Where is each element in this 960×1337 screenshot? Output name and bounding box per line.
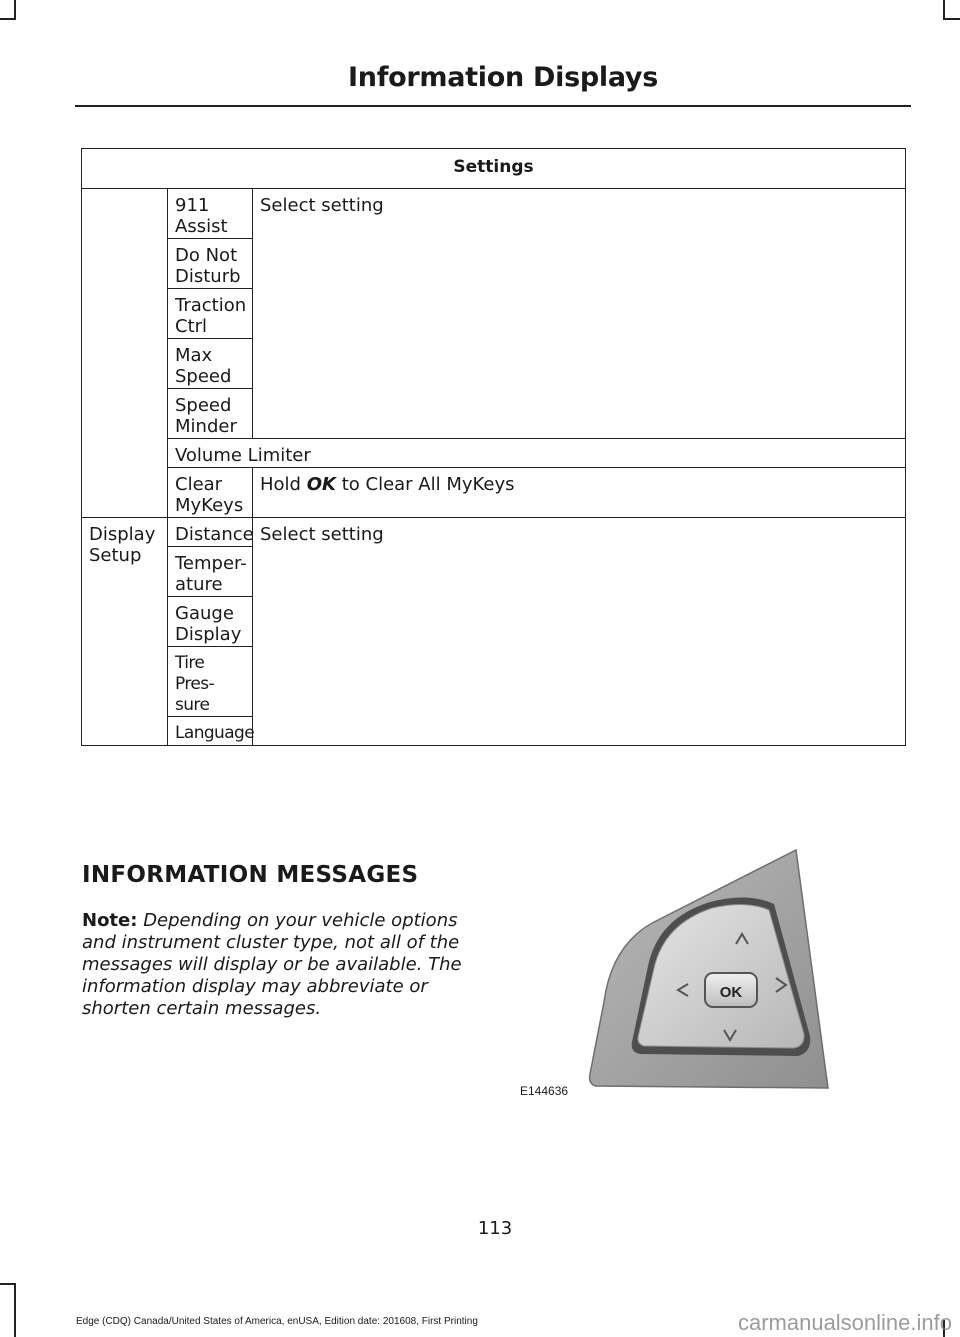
ok-button-label: OK xyxy=(719,984,743,1001)
crop-mark-top-left-h xyxy=(0,18,16,20)
item-gauge-display xyxy=(168,597,253,647)
item-distance xyxy=(168,518,253,547)
page-title: Information Displays xyxy=(348,62,658,93)
item-clear-mykeys xyxy=(168,468,253,518)
note-label: Note: xyxy=(82,910,138,931)
ok-emphasis: OK xyxy=(306,474,336,495)
item-language xyxy=(168,717,253,746)
group-display-setup xyxy=(82,518,168,746)
item-volume-limiter xyxy=(168,439,906,468)
item-911-assist xyxy=(168,189,253,239)
item-label: Tire Pres- sure xyxy=(175,653,215,715)
crop-mark-top-right xyxy=(943,0,945,20)
page-number: 113 xyxy=(477,1218,513,1239)
edition-footer: Edge (CDQ) Canada/United States of America, enUSA, Edition date: 201608, First Printing xyxy=(76,1316,478,1327)
table-row xyxy=(82,518,906,547)
item-label: Clear MyKeys xyxy=(175,474,244,516)
value-label: Select setting xyxy=(260,195,384,216)
group-cell-empty xyxy=(82,189,168,518)
item-label: 911 Assist xyxy=(175,195,228,237)
section-heading: INFORMATION MESSAGES xyxy=(82,862,419,888)
figure-id: E144636 xyxy=(520,1084,569,1098)
table-row xyxy=(82,439,906,468)
item-label: Max Speed xyxy=(175,345,232,387)
item-tire-pressure xyxy=(168,647,253,717)
item-label: Temper- ature xyxy=(175,553,247,595)
item-label: Volume Limiter xyxy=(175,445,311,466)
crop-mark-bottom-left-h xyxy=(0,1283,16,1285)
value-cell xyxy=(253,468,906,518)
note-paragraph xyxy=(82,910,477,1020)
item-label: Language xyxy=(175,723,255,743)
item-speed-minder xyxy=(168,389,253,439)
item-label: Do Not Disturb xyxy=(175,245,241,287)
table-caption: Settings xyxy=(82,149,906,189)
item-max-speed xyxy=(168,339,253,389)
item-label: Gauge Display xyxy=(175,603,242,645)
watermark: carmanualsonline.info xyxy=(737,1310,952,1335)
settings-table xyxy=(81,148,906,746)
item-label: Distance xyxy=(175,524,254,545)
value-suffix: to Clear All MyKeys xyxy=(341,474,515,495)
crop-mark-top-right-h xyxy=(943,18,960,20)
steering-wheel-button-illustration xyxy=(578,846,830,1092)
value-cell xyxy=(253,518,906,746)
group-label: Display Setup xyxy=(89,524,156,566)
value-label: Select setting xyxy=(260,524,384,545)
value-cell xyxy=(253,189,906,439)
item-label: Traction Ctrl xyxy=(175,295,247,337)
table-row xyxy=(82,189,906,239)
item-temperature xyxy=(168,547,253,597)
header-rule xyxy=(75,105,911,107)
item-label: Speed Minder xyxy=(175,395,237,437)
crop-mark-top-left xyxy=(14,0,16,20)
item-traction-ctrl xyxy=(168,289,253,339)
item-do-not-disturb xyxy=(168,239,253,289)
crop-mark-bottom-left xyxy=(14,1283,16,1337)
table-row xyxy=(82,468,906,518)
value-prefix: Hold xyxy=(260,474,301,495)
note-text: Depending on your vehicle options and instrument cluster type, not all of the messages will display or be available. The information display may abbreviate or shorten certain messages. xyxy=(82,910,462,1019)
